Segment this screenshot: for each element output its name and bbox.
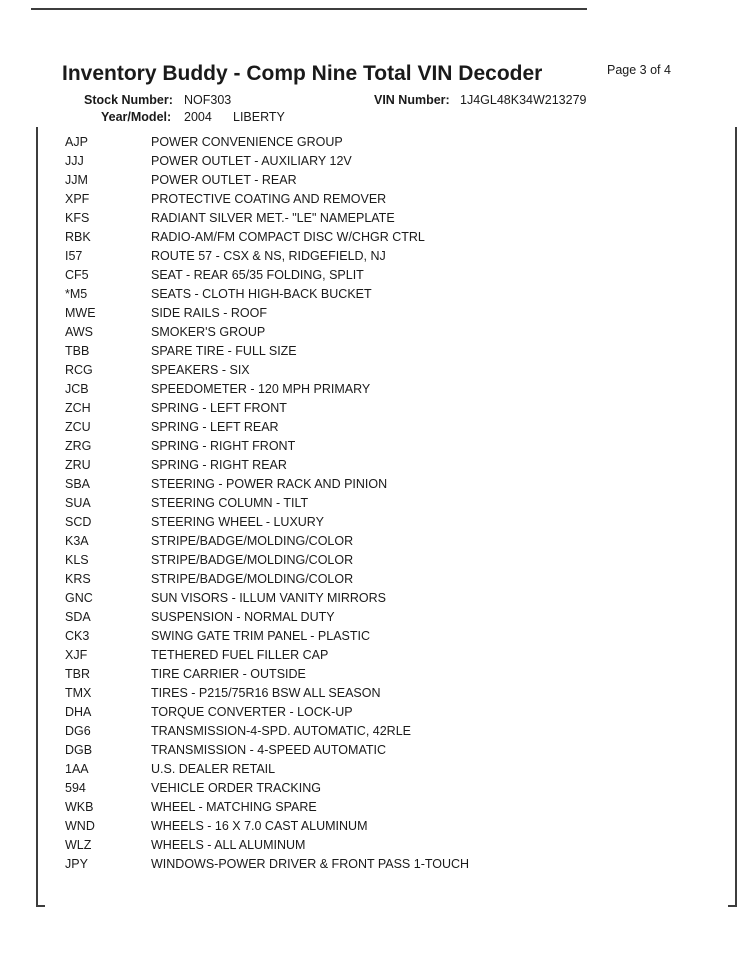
option-row [0,494,742,513]
option-description: SEAT - REAR 65/35 FOLDING, SPLIT [151,268,364,282]
option-row [0,152,742,171]
year-model-label: Year/Model: [101,110,172,124]
option-row [0,228,742,247]
option-row [0,475,742,494]
option-code: WLZ [65,838,92,852]
option-description: WHEELS - ALL ALUMINUM [151,838,306,852]
option-row [0,779,742,798]
option-description: TRANSMISSION-4-SPD. AUTOMATIC, 42RLE [151,724,412,738]
option-code: TBB [65,344,90,358]
option-description: WHEEL - MATCHING SPARE [151,800,317,814]
option-row [0,190,742,209]
option-code: AJP [65,135,88,149]
option-description: STRIPE/BADGE/MOLDING/COLOR [151,534,354,548]
option-row [0,627,742,646]
option-description: SUSPENSION - NORMAL DUTY [151,610,335,624]
option-row [0,399,742,418]
option-description: POWER OUTLET - REAR [151,173,297,187]
option-code: CK3 [65,629,90,643]
option-description: SIDE RAILS - ROOF [151,306,267,320]
option-code: WND [65,819,95,833]
option-row [0,380,742,399]
option-description: SEATS - CLOTH HIGH-BACK BUCKET [151,287,372,301]
option-description: TORQUE CONVERTER - LOCK-UP [151,705,353,719]
option-description: WHEELS - 16 X 7.0 CAST ALUMINUM [151,819,368,833]
option-row [0,741,742,760]
option-row [0,684,742,703]
option-code: DHA [65,705,92,719]
option-description: SPEEDOMETER - 120 MPH PRIMARY [151,382,371,396]
option-code: TMX [65,686,92,700]
option-description: SPEAKERS - SIX [151,363,250,377]
option-row [0,855,742,874]
option-description: RADIO-AM/FM COMPACT DISC W/CHGR CTRL [151,230,425,244]
option-code: SBA [65,477,91,491]
option-code: 1AA [65,762,89,776]
option-row [0,703,742,722]
option-row [0,456,742,475]
option-row [0,266,742,285]
option-code: MWE [65,306,96,320]
option-description: PROTECTIVE COATING AND REMOVER [151,192,387,206]
option-description: STEERING WHEEL - LUXURY [151,515,324,529]
option-code: SUA [65,496,91,510]
option-code: K3A [65,534,89,548]
option-code: SCD [65,515,92,529]
option-row [0,304,742,323]
option-code: ZCH [65,401,91,415]
option-description: POWER CONVENIENCE GROUP [151,135,343,149]
option-row [0,836,742,855]
option-code: ZCU [65,420,91,434]
option-description: VEHICLE ORDER TRACKING [151,781,321,795]
option-code: GNC [65,591,93,605]
option-code: RCG [65,363,93,377]
option-code: XJF [65,648,88,662]
year-value: 2004 [184,110,212,124]
option-row [0,760,742,779]
option-code: CF5 [65,268,89,282]
option-row [0,513,742,532]
option-row [0,418,742,437]
option-row [0,608,742,627]
option-row [0,133,742,152]
option-row [0,285,742,304]
option-description: SWING GATE TRIM PANEL - PLASTIC [151,629,371,643]
option-description: SPARE TIRE - FULL SIZE [151,344,297,358]
option-description: TETHERED FUEL FILLER CAP [151,648,329,662]
option-description: SPRING - LEFT REAR [151,420,279,434]
option-description: TIRES - P215/75R16 BSW ALL SEASON [151,686,381,700]
option-description: SPRING - LEFT FRONT [151,401,287,415]
option-row [0,589,742,608]
scan-artifact-right-foot [728,905,737,907]
option-code: ZRU [65,458,91,472]
option-row [0,646,742,665]
option-code: ZRG [65,439,92,453]
option-row [0,722,742,741]
option-description: SUN VISORS - ILLUM VANITY MIRRORS [151,591,386,605]
option-row [0,570,742,589]
option-code: JJJ [65,154,84,168]
option-description: SMOKER'S GROUP [151,325,266,339]
scan-artifact-left-foot [36,905,45,907]
option-code: *M5 [65,287,88,301]
option-row [0,437,742,456]
option-code: KRS [65,572,91,586]
option-code: TBR [65,667,90,681]
option-code: SDA [65,610,91,624]
option-description: STRIPE/BADGE/MOLDING/COLOR [151,572,354,586]
option-row [0,817,742,836]
page-title: Inventory Buddy - Comp Nine Total VIN Decoder [62,62,543,85]
option-code: KFS [65,211,90,225]
option-description: U.S. DEALER RETAIL [151,762,276,776]
option-row [0,532,742,551]
option-code: DG6 [65,724,91,738]
option-code: 594 [65,781,86,795]
option-code: JPY [65,857,88,871]
option-row [0,665,742,684]
stock-number-label: Stock Number: [84,93,173,107]
vin-number-label: VIN Number: [374,93,450,107]
model-value: LIBERTY [233,110,285,124]
scan-artifact-top-line [31,8,587,10]
stock-number-value: NOF303 [184,93,232,107]
option-description: ROUTE 57 - CSX & NS, RIDGEFIELD, NJ [151,249,386,263]
option-code: AWS [65,325,94,339]
option-code: XPF [65,192,90,206]
vehicle-options-list [0,133,742,874]
option-code: DGB [65,743,93,757]
option-code: RBK [65,230,91,244]
option-description: WINDOWS-POWER DRIVER & FRONT PASS 1-TOUCH [151,857,470,871]
option-row [0,342,742,361]
option-description: STRIPE/BADGE/MOLDING/COLOR [151,553,354,567]
option-row [0,798,742,817]
option-row [0,551,742,570]
option-row [0,171,742,190]
option-description: STEERING COLUMN - TILT [151,496,309,510]
option-description: STEERING - POWER RACK AND PINION [151,477,388,491]
option-row [0,209,742,228]
option-code: JJM [65,173,88,187]
option-code: KLS [65,553,89,567]
option-description: POWER OUTLET - AUXILIARY 12V [151,154,352,168]
option-row [0,247,742,266]
option-description: TRANSMISSION - 4-SPEED AUTOMATIC [151,743,386,757]
option-row [0,323,742,342]
option-description: TIRE CARRIER - OUTSIDE [151,667,306,681]
option-code: I57 [65,249,83,263]
option-description: RADIANT SILVER MET.- "LE" NAMEPLATE [151,211,395,225]
option-description: SPRING - RIGHT FRONT [151,439,296,453]
option-code: JCB [65,382,89,396]
page-number-indicator: Page 3 of 4 [607,63,671,77]
option-row [0,361,742,380]
option-description: SPRING - RIGHT REAR [151,458,287,472]
option-code: WKB [65,800,94,814]
vin-number-value: 1J4GL48K34W213279 [460,93,587,107]
